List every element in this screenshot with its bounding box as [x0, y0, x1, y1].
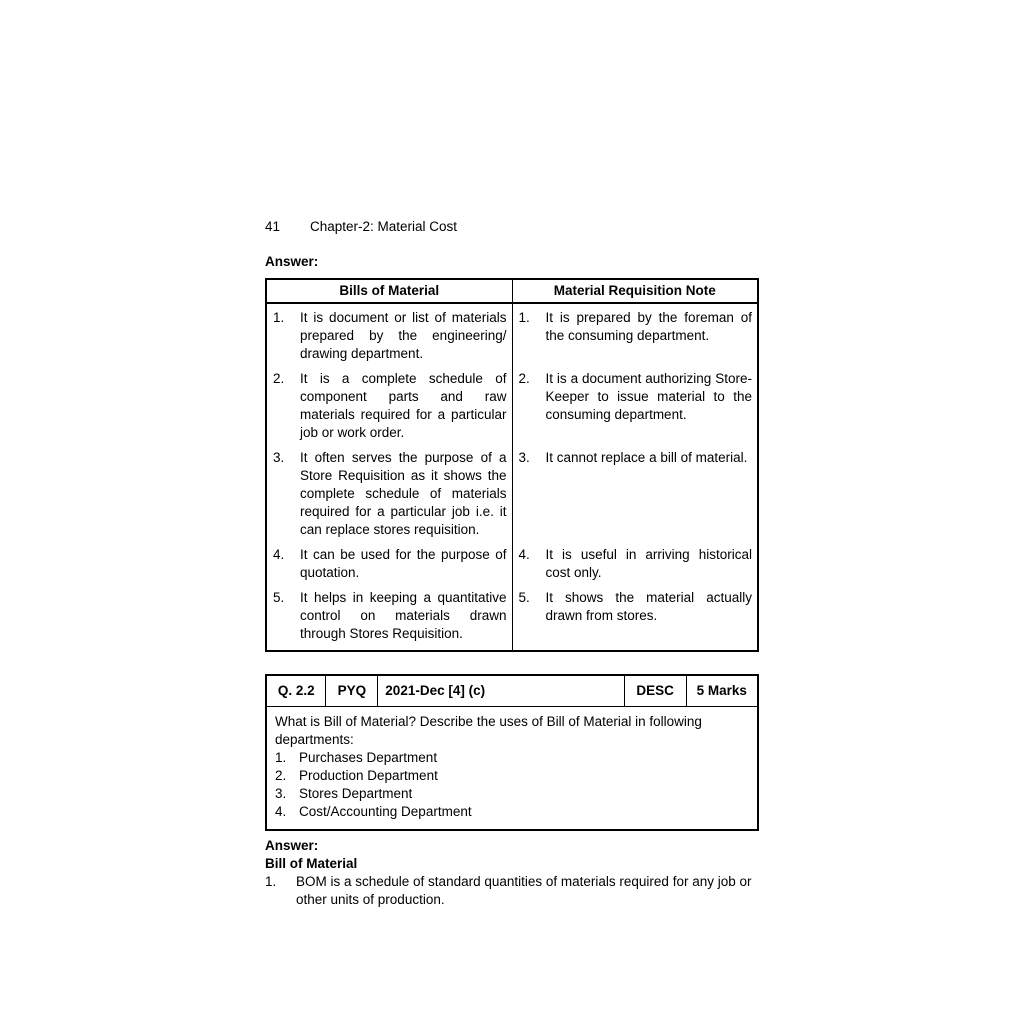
item-text: It is prepared by the foreman of the consuming department.: [545, 310, 752, 343]
list-item: [273, 370, 507, 442]
question-list-item: [275, 749, 749, 767]
item-number: 3.: [275, 786, 287, 801]
question-intro: What is Bill of Material? Describe the uses of Bill of Material in following departments:: [275, 714, 702, 747]
item-number: 4.: [273, 547, 285, 562]
mrn-cell: [512, 365, 758, 444]
item-text: Production Department: [299, 768, 438, 783]
item-text: It is useful in arriving historical cost only.: [545, 547, 752, 580]
question-header-row: [266, 675, 758, 707]
bills-cell: [266, 303, 512, 365]
list-item: [519, 370, 753, 424]
item-number: 1.: [273, 310, 285, 325]
item-text: It shows the material actually drawn from stores.: [545, 590, 752, 623]
answer-label: Answer:: [265, 838, 319, 853]
list-item: [273, 546, 507, 582]
table-row: [266, 584, 758, 651]
item-number: 5.: [518, 590, 530, 605]
running-head: [265, 218, 759, 235]
item-number: 3.: [273, 450, 285, 465]
list-item: [519, 589, 753, 625]
item-number: 2.: [275, 768, 287, 783]
item-text: It often serves the purpose of a Store Requisition as it shows the complete schedule of materials required for a particular job i.e. it can replace stores requisition.: [300, 450, 507, 537]
question-type: DESC: [624, 675, 686, 707]
item-text: It can be used for the purpose of quotation.: [300, 547, 507, 580]
mrn-cell: [512, 303, 758, 365]
item-text: Cost/Accounting Department: [299, 804, 472, 819]
item-text: It is a complete schedule of component parts and raw materials required for a particular job or work order.: [300, 371, 507, 440]
bills-cell: [266, 541, 512, 584]
table-row: [266, 365, 758, 444]
question-box: [265, 674, 759, 831]
table-row: [266, 303, 758, 365]
question-marks: 5 Marks: [686, 675, 758, 707]
bills-cell: [266, 584, 512, 651]
page-content: [265, 218, 759, 909]
column-header-bills-of-material: Bills of Material: [266, 279, 512, 303]
item-text: It cannot replace a bill of material.: [545, 450, 748, 465]
question-list-item: [275, 803, 749, 821]
item-text: It helps in keeping a quantitative control on materials drawn through Stores Requisition.: [300, 590, 507, 641]
item-text: It is a document authorizing Store-Keeper to issue material to the consuming department.: [545, 371, 752, 422]
item-number: 3.: [518, 450, 530, 465]
item-number: 1.: [275, 750, 287, 765]
item-number: 1.: [265, 874, 277, 889]
bills-cell: [266, 365, 512, 444]
answer-heading: Bill of Material: [265, 856, 358, 871]
table-row: [266, 444, 758, 541]
question-list-item: [275, 767, 749, 785]
column-header-material-requisition-note: Material Requisition Note: [512, 279, 758, 303]
question-tag: PYQ: [326, 675, 378, 707]
question-exam-ref: 2021-Dec [4] (c): [378, 675, 624, 707]
item-text: Stores Department: [299, 786, 413, 801]
answer-label: Answer:: [265, 254, 319, 269]
chapter-title: Chapter-2: Material Cost: [310, 219, 458, 234]
question-number: Q. 2.2: [266, 675, 326, 707]
list-item: [519, 546, 753, 582]
mrn-cell: [512, 444, 758, 541]
item-number: 5.: [273, 590, 285, 605]
item-text: BOM is a schedule of standard quantities of materials required for any job or other units of production.: [296, 874, 752, 907]
answer-list-item: [265, 873, 759, 909]
item-number: 2.: [518, 371, 530, 386]
list-item: [519, 449, 753, 467]
comparison-table: [265, 278, 759, 652]
list-item: [273, 589, 507, 643]
page-number: 41: [265, 219, 281, 234]
item-text: It is document or list of materials prepared by the engineering/ drawing department.: [300, 310, 507, 361]
table-row: [266, 541, 758, 584]
item-number: 4.: [518, 547, 530, 562]
question-body: [266, 707, 758, 831]
item-number: 2.: [273, 371, 285, 386]
bills-cell: [266, 444, 512, 541]
comparison-table-header-row: [266, 279, 758, 303]
list-item: [273, 309, 507, 363]
question-body-row: [266, 707, 758, 831]
item-number: 4.: [275, 804, 287, 819]
item-number: 1.: [518, 310, 530, 325]
list-item: [519, 309, 753, 345]
item-text: Purchases Department: [299, 750, 438, 765]
mrn-cell: [512, 584, 758, 651]
question-list-item: [275, 785, 749, 803]
list-item: [273, 449, 507, 539]
mrn-cell: [512, 541, 758, 584]
